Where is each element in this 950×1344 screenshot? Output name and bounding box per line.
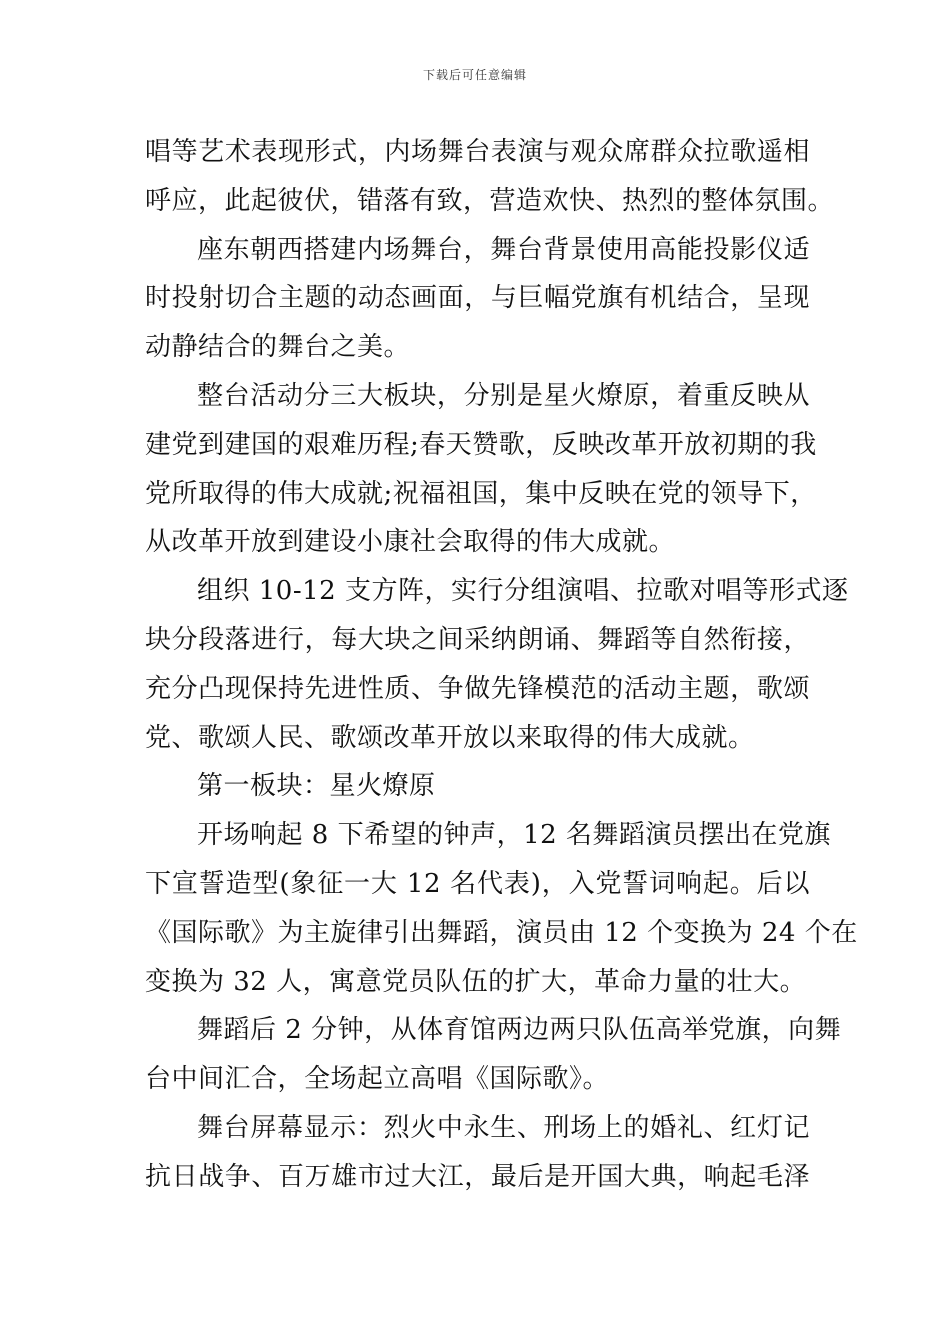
text-line: 呼应，此起彼伏，错落有致，营造欢快、热烈的整体氛围。 <box>145 185 835 216</box>
page-header-note: 下载后可任意编辑 <box>422 68 527 82</box>
text-line: 唱等艺术表现形式，内场舞台表演与观众席群众拉歌遥相 <box>145 137 810 167</box>
text-line: 整台活动分三大板块，分别是星火燎原，着重反映从 <box>197 380 810 411</box>
text-line: 变换为 32 人，寓意党员队伍的扩大，革命力量的壮大。 <box>145 966 807 997</box>
text-line: 时投射切合主题的动态画面，与巨幅党旗有机结合，呈现 <box>145 283 810 314</box>
text-line: 动静结合的舞台之美。 <box>145 332 411 363</box>
text-line: 党所取得的伟大成就;祝福祖国，集中反映在党的领导下， <box>145 478 817 509</box>
text-line: 组织 10-12 支方阵，实行分组演唱、拉歌对唱等形式逐 <box>197 576 849 607</box>
text-line: 台中间汇合，全场起立高唱《国际歌》。 <box>145 1064 610 1095</box>
text-line: 座东朝西搭建内场舞台，舞台背景使用高能投影仪适 <box>197 234 810 265</box>
text-line: 舞蹈后 2 分钟，从体育馆两边两只队伍高举党旗，向舞 <box>197 1015 842 1046</box>
text-line: 从改革开放到建设小康社会取得的伟大成就。 <box>145 527 676 558</box>
document-body <box>145 128 858 1202</box>
text-line: 《国际歌》为主旋律引出舞蹈，演员由 12 个变换为 24 个在 <box>145 917 858 948</box>
text-line: 党、歌颂人民、歌颂改革开放以来取得的伟大成就。 <box>145 722 755 753</box>
section-heading: 第一板块：星火燎原 <box>197 771 436 802</box>
text-line: 建党到建国的艰难历程;春天赞歌，反映改革开放初期的我 <box>145 429 817 460</box>
text-line: 舞台屏幕显示：烈火中永生、刑场上的婚礼、红灯记 <box>197 1112 810 1143</box>
text-line: 开场响起 8 下希望的钟声，12 名舞蹈演员摆出在党旗 <box>197 820 831 851</box>
text-line: 抗日战争、百万雄市过大江，最后是开国大典，响起毛泽 <box>145 1161 810 1192</box>
text-line: 下宣誓造型(象征一大 12 名代表)，入党誓词响起。后以 <box>145 868 810 899</box>
text-line: 充分凸现保持先进性质、争做先锋模范的活动主题，歌颂 <box>145 673 810 704</box>
text-line: 块分段落进行，每大块之间采纳朗诵、舞蹈等自然衔接， <box>145 624 810 655</box>
